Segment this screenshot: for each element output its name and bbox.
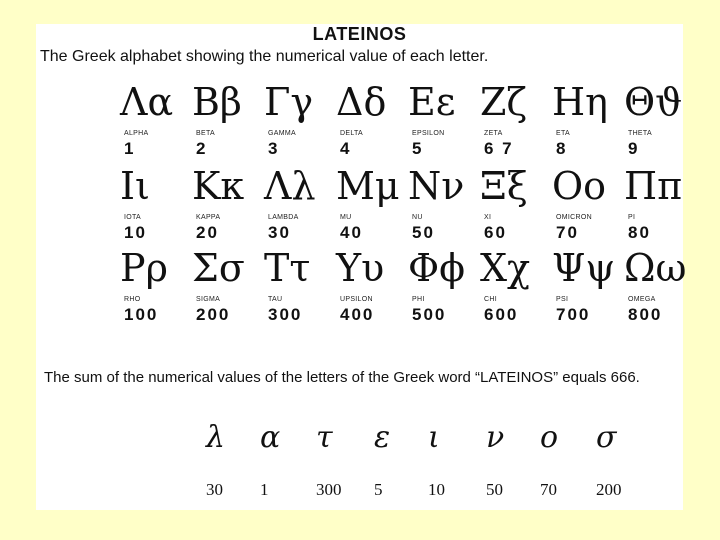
letter-value: 500 (412, 305, 447, 324)
letter-value: 600 (484, 305, 519, 324)
letter-name: OMEGA (628, 296, 656, 303)
letter-name: PSI (556, 296, 569, 303)
letter-cell-upsilon (332, 246, 404, 346)
letter-name: LAMBDA (268, 214, 299, 221)
alphabet-row-3 (116, 246, 696, 346)
letter-value: 60 (484, 223, 507, 242)
word-letter (486, 420, 546, 510)
letter-name: CHI (484, 296, 497, 303)
word-letter-glyph: σ (596, 420, 617, 455)
letter-name: EPSILON (412, 130, 445, 137)
letter-value: 20 (196, 223, 219, 242)
word-letter (540, 420, 600, 510)
letter-glyph: Εε (408, 80, 456, 124)
letter-value: 4 (340, 139, 352, 158)
word-letter-value: 300 (316, 480, 342, 499)
letter-value: 1 (124, 139, 136, 158)
word-letter-glyph: ο (540, 420, 559, 455)
letter-glyph: Ξξ (480, 164, 528, 208)
scanned-page (36, 24, 687, 510)
letter-glyph: Θϑ (624, 80, 683, 124)
word-letter (596, 420, 656, 510)
letter-name: NU (412, 214, 423, 221)
word-letter (260, 420, 320, 510)
word-letter-value: 10 (428, 480, 445, 499)
word-letter-value: 50 (486, 480, 503, 499)
word-letter-value: 70 (540, 480, 557, 499)
word-letter-glyph: α (260, 420, 281, 455)
letter-name: KAPPA (196, 214, 221, 221)
letter-name: ZETA (484, 130, 503, 137)
letter-value: 200 (196, 305, 231, 324)
word-letter-glyph: τ (316, 420, 333, 455)
letter-cell-chi (476, 246, 548, 346)
letter-name: UPSILON (340, 296, 373, 303)
letter-value: 2 (196, 139, 208, 158)
letter-value: 3 (268, 139, 280, 158)
letter-name: XI (484, 214, 492, 221)
letter-glyph: Χχ (480, 246, 531, 290)
page-title: LATEINOS (312, 24, 407, 44)
letter-name: RHO (124, 296, 141, 303)
letter-value: 40 (340, 223, 363, 242)
letter-glyph: Κκ (192, 164, 245, 208)
letter-name: SIGMA (196, 296, 221, 303)
letter-glyph: Λα (120, 80, 174, 124)
letter-glyph: Γγ (264, 80, 314, 124)
letter-value: 300 (268, 305, 303, 324)
word-letter-glyph: ι (428, 420, 440, 455)
letter-cell-psi (548, 246, 620, 346)
letter-value: 30 (268, 223, 291, 242)
letter-cell-omega (620, 246, 692, 346)
letter-glyph: Υυ (336, 246, 385, 290)
letter-name: ETA (556, 130, 570, 137)
letter-name: GAMMA (268, 130, 296, 137)
letter-name: ALPHA (124, 130, 149, 137)
letter-cell-sigma (188, 246, 260, 346)
letter-glyph: Ττ (264, 246, 311, 290)
letter-glyph: Δδ (336, 80, 387, 124)
letter-glyph: Ρρ (120, 246, 168, 290)
word-letter (206, 420, 266, 510)
word-letter-glyph: λ (206, 420, 226, 455)
sum-statement: The sum of the numerical values of the letters of the Greek word “LATEINOS” equals 666. (44, 369, 640, 386)
letter-glyph: Μμ (336, 164, 400, 208)
letter-name: PHI (412, 296, 425, 303)
letter-name: IOTA (124, 214, 142, 221)
letter-value: 5 (412, 139, 424, 158)
letter-glyph: Ψψ (552, 246, 616, 290)
letter-glyph: Ηη (552, 80, 608, 124)
letter-value: 9 (628, 139, 640, 158)
letter-cell-phi (404, 246, 476, 346)
page-subtitle: The Greek alphabet showing the numerical value of each letter. (40, 48, 489, 65)
letter-value: 6 7 (484, 139, 514, 158)
letter-name: THETA (628, 130, 652, 137)
letter-glyph: Ζζ (480, 80, 527, 124)
letter-glyph: Ππ (624, 164, 683, 208)
word-letter (428, 420, 488, 510)
letter-name: TAU (268, 296, 283, 303)
letter-value: 70 (556, 223, 579, 242)
letter-glyph: Ωω (624, 246, 687, 290)
letter-value: 800 (628, 305, 663, 324)
word-letter-value: 30 (206, 480, 223, 499)
word-letter-glyph: ν (486, 420, 505, 455)
letter-glyph: Ββ (192, 80, 242, 124)
letter-glyph: Οο (552, 164, 607, 208)
letter-glyph: Σσ (192, 246, 245, 290)
letter-glyph: Λλ (264, 164, 316, 208)
letter-glyph: Ιι (120, 164, 150, 208)
letter-cell-tau (260, 246, 332, 346)
word-letter-value: 1 (260, 480, 269, 499)
letter-glyph: Φϕ (408, 246, 466, 290)
letter-value: 100 (124, 305, 159, 324)
word-letter-value: 5 (374, 480, 383, 499)
letter-value: 700 (556, 305, 591, 324)
letter-value: 50 (412, 223, 435, 242)
word-letter (316, 420, 376, 510)
letter-value: 10 (124, 223, 147, 242)
lateinos-word (196, 420, 636, 510)
letter-name: MU (340, 214, 352, 221)
letter-name: DELTA (340, 130, 364, 137)
word-letter-glyph: ε (374, 420, 391, 455)
letter-name: PI (628, 214, 636, 221)
letter-value: 8 (556, 139, 568, 158)
letter-value: 400 (340, 305, 375, 324)
letter-name: OMICRON (556, 214, 592, 221)
word-letter (374, 420, 434, 510)
letter-value: 80 (628, 223, 651, 242)
word-letter-value: 200 (596, 480, 622, 499)
letter-name: BETA (196, 130, 215, 137)
letter-cell-rho (116, 246, 188, 346)
letter-glyph: Νν (408, 164, 465, 208)
